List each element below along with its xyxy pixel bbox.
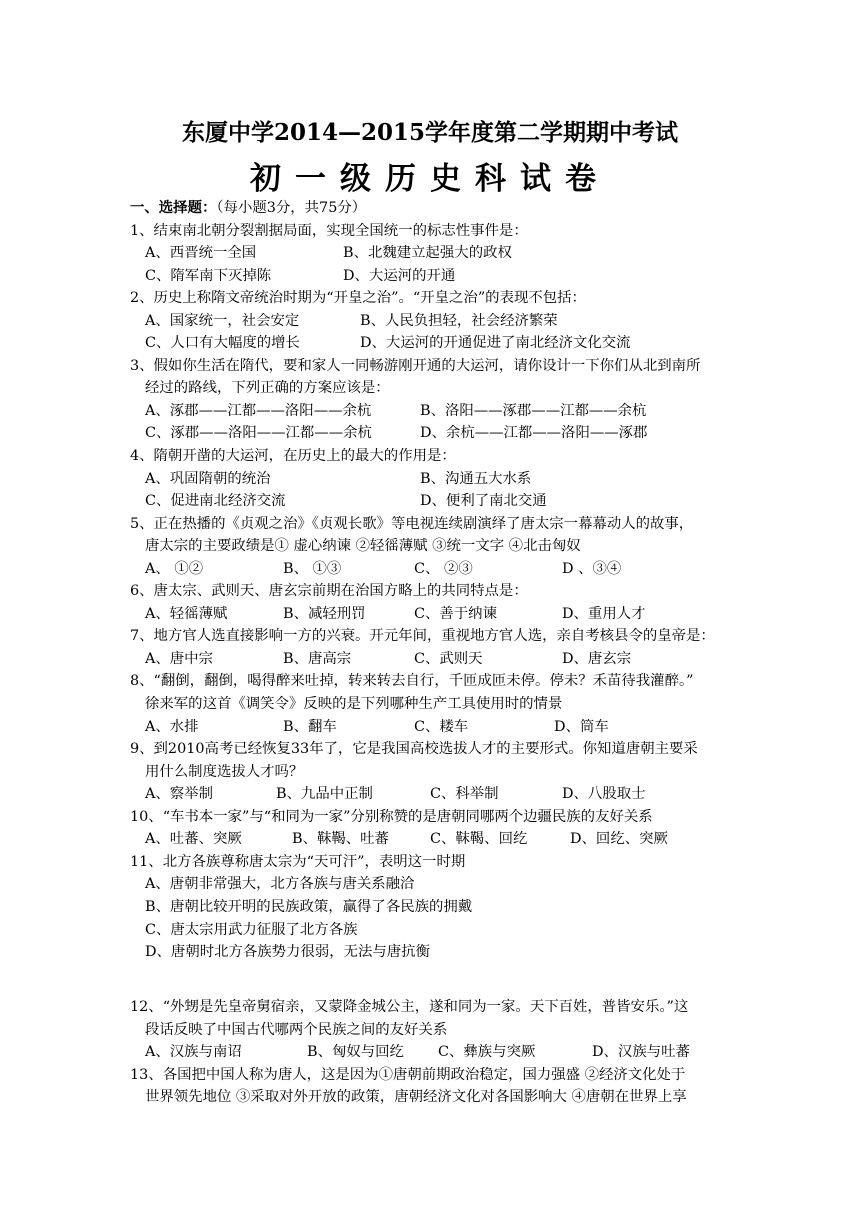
- question-12-stem-cont: 段话反映了中国古代哪两个民族之间的友好关系: [145, 1021, 448, 1038]
- question-7-stem: 7、地方官人选直接影响一方的兴衰。开元年间，重视地方官人选，亲自考核县令的皇帝是：: [130, 628, 715, 645]
- option-c: C、科举制: [430, 786, 499, 803]
- option-d: D、汉族与吐蕃: [592, 1044, 690, 1061]
- question-8-stem-cont: 徐来军的这首《调笑令》反映的是下列哪种生产工具使用时的情景: [145, 696, 563, 713]
- option-a: A、汉族与南诏: [145, 1044, 242, 1061]
- question-3-stem: 3、假如你生活在隋代，要和家人一同畅游刚开通的大运河，请你设计一下你们从北到南所: [130, 357, 701, 374]
- option-a: A、唐中宗: [145, 650, 213, 667]
- question-3-options-row1: [130, 400, 740, 423]
- option-b: B、北魏建立起强大的政权: [343, 245, 512, 262]
- option-c: C、促进南北经济交流: [145, 493, 286, 510]
- blank-gap-extra: [130, 986, 740, 996]
- option-a: A、轻徭薄赋: [145, 605, 228, 622]
- question-6-stem: 6、唐太宗、武则天、唐玄宗前期在治国方略上的共同特点是：: [130, 583, 528, 600]
- option-d: D、八股取士: [562, 786, 646, 803]
- question-list: [130, 197, 740, 1109]
- option-d: D、大运河的开通促进了南北经济文化交流: [360, 335, 631, 352]
- option-d: D、唐朝时北方各族势力很弱，无法与唐抗衡: [145, 944, 430, 961]
- option-a: A、国家统一，社会安定: [145, 312, 300, 329]
- option-c: C、涿郡——洛阳——江都——余杭: [145, 425, 372, 442]
- section-title: 一、选择题：: [130, 199, 217, 216]
- question-9-stem-cont: 用什么制度选拔人才吗？: [145, 763, 304, 780]
- question-1-stem: 1、结束南北朝分裂割据局面，实现全国统一的标志性事件是：: [130, 222, 528, 239]
- option-b: B、沟通五大水系: [420, 470, 532, 487]
- exam-subtitle: 初一级历史科试卷: [250, 161, 610, 197]
- option-d: D、便利了南北交通: [420, 493, 547, 510]
- option-d: D 、③④: [562, 560, 622, 577]
- option-c: C、人口有大幅度的增长: [145, 335, 300, 352]
- option-b: B、唐高宗: [283, 650, 352, 667]
- option-a: A、 ①②: [145, 560, 204, 577]
- question-8-options: [130, 716, 740, 739]
- option-c: C、 ②③: [414, 560, 473, 577]
- question-11-stem: 11、北方各族尊称唐太宗为“天可汗”，表明这一时期: [130, 853, 466, 870]
- option-c: C、武则天: [414, 650, 483, 667]
- option-a: A、察举制: [145, 786, 213, 803]
- question-2-stem: 2、历史上称隋文帝统治时期为“开皇之治”。“开皇之治”的表现不包括：: [130, 290, 586, 307]
- option-d: D、唐玄宗: [562, 650, 632, 667]
- option-d: D、筒车: [554, 718, 609, 735]
- question-2-options-row1: [130, 310, 740, 333]
- option-b: B、 ①③: [283, 560, 342, 577]
- option-c: C、隋军南下灭掉陈: [145, 267, 272, 284]
- option-b: B、匈奴与回纥: [307, 1044, 404, 1061]
- question-5-stem: 5、正在热播的《贞观之治》《贞观长歌》等电视连续剧演绎了唐太宗一幕幕动人的故事，: [130, 515, 694, 532]
- question-4-options-row2: [130, 490, 740, 513]
- option-a: A、唐朝非常强大，北方各族与唐关系融洽: [145, 876, 415, 893]
- option-b: B、减轻刑罚: [283, 605, 366, 622]
- option-c: C、彝族与突厥: [438, 1044, 536, 1061]
- option-b: B、靺鞨、吐蕃: [292, 831, 389, 848]
- question-3-options-row2: [130, 422, 740, 445]
- blank-gap: [130, 964, 740, 987]
- option-c: C、唐太宗用武力征服了北方各族: [145, 921, 358, 938]
- section-heading: [130, 197, 740, 220]
- option-d: D、回纥、突厥: [570, 831, 668, 848]
- option-a: A、涿郡——江都——洛阳——余杭: [145, 402, 372, 419]
- question-6-options: [130, 603, 740, 626]
- question-9-options: [130, 783, 740, 806]
- question-1-options-row1: [130, 242, 740, 265]
- option-a: A、巩固隋朝的统治: [145, 470, 271, 487]
- option-b: B、唐朝比较开明的民族政策，赢得了各民族的拥戴: [145, 898, 473, 915]
- option-b: B、翻车: [283, 718, 337, 735]
- question-7-options: [130, 648, 740, 671]
- question-10-stem: 10、“车书本一家”与“和同为一家”分别称赞的是唐朝同哪两个边疆民族的友好关系: [130, 808, 653, 825]
- question-13-stem-cont: 世界领先地位 ③采取对外开放的政策，唐朝经济文化对各国影响大 ④唐朝在世界上享: [145, 1089, 687, 1106]
- question-12-options: [130, 1041, 740, 1064]
- option-d: D、余杭——江都——洛阳——涿郡: [420, 425, 648, 442]
- question-5-options: [130, 558, 740, 581]
- question-8-stem: 8、“翻倒，翻倒，喝得醉来吐掉，转来转去自行，千匝成匝未停。停未？禾苗待我灌醉。”: [130, 673, 694, 690]
- section-note: （每小题3分，共75分）: [216, 200, 367, 216]
- option-a: A、吐蕃、突厥: [145, 831, 242, 848]
- option-d: D、大运河的开通: [343, 267, 456, 284]
- question-13-stem: 13、各国把中国人称为唐人，这是因为①唐朝前期政治稳定，国力强盛 ②经济文化处于: [130, 1066, 686, 1083]
- option-c: C、善于纳谏: [414, 605, 497, 622]
- question-9-stem: 9、到2010高考已经恢复33年了，它是我国高校选拔人才的主要形式。你知道唐朝主要采: [130, 741, 698, 758]
- question-1-options-row2: [130, 265, 740, 288]
- option-b: B、洛阳——涿郡——江都——余杭: [420, 402, 647, 419]
- exam-title: 东厦中学2014—2015学年度第二学期期中考试: [181, 119, 679, 146]
- option-c: C、耧车: [414, 718, 469, 735]
- question-10-options: [130, 828, 740, 851]
- question-3-stem-cont: 经过的路线，下列正确的方案应该是：: [145, 380, 390, 397]
- option-a: A、西晋统一全国: [145, 245, 257, 262]
- option-b: B、九品中正制: [276, 786, 373, 803]
- question-4-options-row1: [130, 468, 740, 491]
- option-d: D、重用人才: [562, 605, 646, 622]
- option-c: C、靺鞨、回纥: [430, 831, 528, 848]
- option-b: B、人民负担轻，社会经济繁荣: [360, 312, 558, 329]
- question-4-stem: 4、隋朝开凿的大运河，在历史上的最大的作用是：: [130, 448, 456, 465]
- question-12-stem: 12、“外甥是先皇帝舅宿亲，又蒙降金城公主，遂和同为一家。天下百姓，普皆安乐。”这: [130, 999, 689, 1016]
- option-a: A、水排: [145, 718, 199, 735]
- question-5-stem-cont: 唐太宗的主要政绩是① 虚心纳谏 ②轻徭薄赋 ③统一文字 ④北击匈奴: [145, 538, 581, 555]
- question-2-options-row2: [130, 332, 740, 355]
